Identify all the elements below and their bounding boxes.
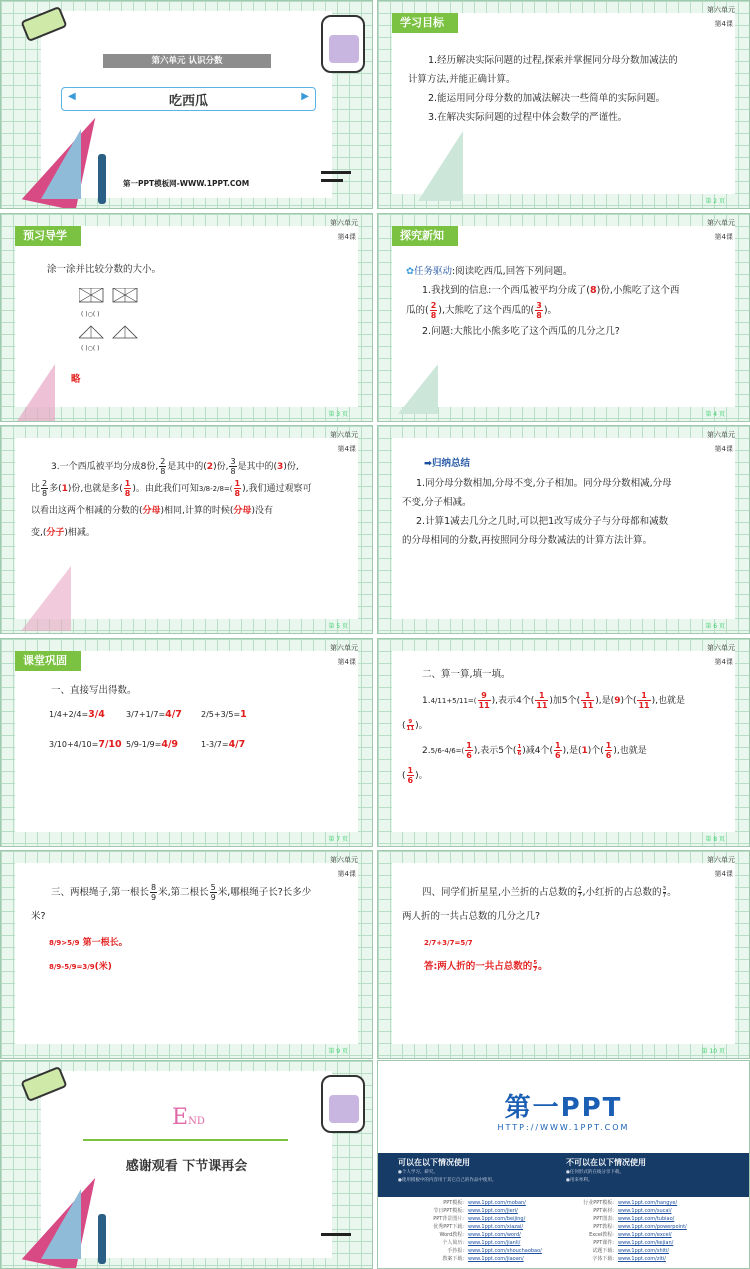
- unit-tag: [707, 218, 735, 242]
- answer-text: 第一根长。: [82, 938, 128, 948]
- answer-fraction: $\frac{1}{6}$: [407, 766, 414, 785]
- dash-line: [321, 1233, 351, 1236]
- page-number: 第 3 页: [328, 411, 348, 418]
- link-label: 试题下载:: [592, 1248, 614, 1254]
- slide-explore-cont[interactable]: [0, 425, 373, 634]
- slide-brand[interactable]: [377, 1060, 750, 1269]
- svg-text:( )○( ): ( )○( ): [81, 311, 100, 318]
- calc-heading: 二、算一算,填一填。: [422, 669, 511, 680]
- lesson-text: 第4课: [714, 445, 733, 453]
- answer-fraction: $\frac{3}{8}$: [536, 301, 542, 320]
- slide-cover[interactable]: [0, 0, 373, 209]
- equation-question: 1/4+2/4=: [49, 710, 89, 719]
- divider: [83, 1139, 288, 1141]
- link-label: PPT图表:: [593, 1216, 614, 1222]
- answer-fraction: $\frac{1}{8}$: [234, 479, 241, 498]
- summary-content: [402, 474, 732, 550]
- answer-fraction: $\frac{1}{6}$: [517, 744, 522, 757]
- links-left: [416, 1199, 566, 1263]
- unit-tag: [707, 855, 735, 879]
- prompt-text: 涂一涂并比较分数的大小。: [47, 264, 162, 275]
- answer-text: 2: [206, 462, 214, 472]
- q1-text: ),大熊吃了这个西瓜的(: [438, 305, 535, 316]
- unit-tag: [707, 5, 735, 29]
- objective-item: 计算方法,并能正确计算。: [408, 74, 516, 85]
- page-number: 第 9 页: [328, 1048, 348, 1055]
- summary-heading: ➡归纳总结: [424, 458, 470, 469]
- task-label: 任务驱动: [413, 266, 452, 277]
- star-question: 四、同学们折星星,小兰折的占总数的 $\frac{2}{7}$ ,小红折的占总数的 $\frac{3}{7}$ 。 两人折的一共占总数的几分之几?: [402, 886, 677, 922]
- unit-text: 第六单元: [707, 6, 735, 14]
- next-arrow-icon[interactable]: ▶: [301, 91, 309, 102]
- link-label: 字体下载:: [592, 1256, 614, 1262]
- slide-card: [15, 226, 358, 407]
- equation-answer: 7/10: [98, 739, 122, 750]
- link-row: [416, 1207, 566, 1215]
- fraction: $\frac{3}{7}$: [662, 886, 667, 899]
- link-label: PPT素材:: [593, 1208, 614, 1214]
- link-row: [416, 1255, 566, 1263]
- link-row: [416, 1239, 566, 1247]
- equation-item: [126, 735, 178, 754]
- equation-item: [126, 705, 182, 724]
- slide-explore[interactable]: [377, 213, 750, 422]
- page-number: 第 7 页: [328, 836, 348, 843]
- equation-answer: 4/9: [161, 739, 179, 750]
- link-url[interactable]: www.1ppt.com/jiaoan/: [468, 1256, 524, 1262]
- link-label: 教案下载:: [442, 1256, 464, 1262]
- summary-item: 2.计算1减去几分之几时,可以把1改写成分子与分母都和减数: [416, 516, 669, 527]
- page-number: 第 6 页: [705, 623, 725, 630]
- dash-line: [321, 179, 343, 182]
- link-url[interactable]: www.1ppt.com/jieri/: [468, 1208, 518, 1214]
- link-row: [566, 1255, 736, 1263]
- lesson-text: 第4课: [714, 658, 733, 666]
- unit-text: (米): [94, 962, 112, 972]
- lesson-title: 吃西瓜: [168, 94, 208, 109]
- fraction: $\frac{2}{8}$: [42, 479, 48, 498]
- answer-fraction: $\frac{1}{6}$: [605, 741, 612, 760]
- section-label: 预习导学: [15, 226, 81, 246]
- title-box: [61, 87, 316, 111]
- link-url[interactable]: www.1ppt.com/excel/: [618, 1232, 672, 1238]
- link-url[interactable]: www.1ppt.com/hangye/: [618, 1200, 678, 1206]
- unit-text: 第六单元: [707, 431, 735, 439]
- link-label: 优秀PPT下载:: [433, 1224, 464, 1230]
- answer-text: 分母: [233, 506, 252, 516]
- link-url[interactable]: www.1ppt.com/word/: [468, 1232, 521, 1238]
- equation-question: 5/9-1/9=: [126, 740, 162, 749]
- summary-item: 1.同分母分数相加,分母不变,分子相加。同分母分数相减,分母: [416, 478, 672, 489]
- fraction: $\frac{2}{8}$: [160, 457, 166, 476]
- calc-content: 1.4/11+5/11=( $\frac{9}{11}$ ),表示4个( $\frac{1}{11}$ )加5个( $\frac{1}{11}$ ),是(9)个( $\frac{1}{11}$ ),也就是 ( $\frac{9}{11}$ )。 2.5/6-4/6=( $\frac{1}{6}$ ),表示5个( $\frac{1}{6}$ )减4个( $\frac{1}{6}$ ),是(1)个( $\frac{1}{6}$ ),也就是 ( $\frac{1}{6}$ )。: [402, 691, 685, 785]
- lesson-text: 第4课: [714, 20, 733, 28]
- page-number: 第 8 页: [705, 836, 725, 843]
- answer-text: 分子: [46, 528, 65, 538]
- unit-text: 第六单元: [330, 219, 358, 227]
- explore-content: [406, 262, 736, 341]
- usage-banner: [378, 1153, 749, 1197]
- dash-line: [321, 171, 351, 174]
- unit-tag: [330, 218, 358, 242]
- unit-text: 第六单元: [330, 856, 358, 864]
- equation-item: [49, 735, 122, 754]
- rope-answer: [49, 931, 128, 979]
- thanks-text: 感谢观看 下节课再会: [125, 1159, 248, 1174]
- link-label: 行业PPT模板:: [583, 1200, 614, 1206]
- link-url[interactable]: www.1ppt.com/powerpoint/: [618, 1224, 687, 1230]
- link-label: 个人简历:: [442, 1240, 464, 1246]
- link-row: [566, 1207, 736, 1215]
- link-url[interactable]: www.1ppt.com/sucai/: [618, 1208, 672, 1214]
- equation-question: 1-3/7=: [201, 740, 229, 749]
- unit-text: 第六单元: [330, 644, 358, 652]
- equation-answer: 1: [240, 709, 247, 720]
- lesson-text: 第4课: [714, 233, 733, 241]
- equation-answer: 3/4: [88, 709, 105, 720]
- slide-rope-problem[interactable]: [0, 850, 373, 1059]
- brand-url[interactable]: HTTP://WWW.1PPT.COM: [497, 1123, 630, 1132]
- objective-item: 2.能运用同分母分数的加减法解决一些简单的实际问题。: [428, 93, 666, 104]
- link-label: 手抄报:: [447, 1248, 464, 1254]
- cannot-use-title: 不可以在以下情况使用: [566, 1158, 646, 1167]
- q1-text: )份,小熊吃了这个西: [596, 285, 680, 296]
- link-label: PPT模板:: [443, 1200, 464, 1206]
- answer-fraction: $\frac{1}{6}$: [555, 741, 561, 760]
- calc-text: 2/7+3/7=5/7: [424, 939, 473, 947]
- equation-item: [201, 735, 245, 754]
- link-label: Excel教程:: [589, 1232, 614, 1238]
- q2-text: 2.问题:大熊比小熊多吃了这个西瓜的几分之几?: [422, 326, 620, 337]
- practice-heading: 一、直接写出得数。: [51, 685, 137, 696]
- unit-text: 第六单元: [330, 431, 358, 439]
- link-row: [566, 1239, 736, 1247]
- fraction: $\frac{2}{7}$: [578, 886, 582, 899]
- star-answer: 2/7+3/7=5/7 答:两人折的一共占总数的 $\frac{5}{7}$ 。: [424, 931, 548, 979]
- section-label: 课堂巩固: [15, 651, 81, 671]
- can-use-title: 可以在以下情况使用: [398, 1158, 470, 1167]
- website-text: 第一PPT模板网-WWW.1PPT.COM: [123, 179, 250, 188]
- objectives-list: [408, 51, 728, 127]
- link-url[interactable]: www.1ppt.com/moban/: [468, 1200, 526, 1206]
- cannot-use-list: ●任何形式的在线分享下载。 ●用来牟利。: [566, 1170, 624, 1183]
- slide-calc-fill[interactable]: [377, 638, 750, 847]
- page-number: 第 4 页: [705, 411, 725, 418]
- ruler-icon: [15, 364, 55, 422]
- backpack-icon: [321, 1075, 365, 1133]
- triangle-icon: [398, 364, 438, 414]
- link-url[interactable]: www.1ppt.com/jianli/: [468, 1240, 521, 1246]
- answer-text: 略: [71, 374, 81, 385]
- answer-fraction: $\frac{1}{11}$: [536, 691, 548, 710]
- equation-question: 2/5+3/5=: [201, 710, 241, 719]
- lesson-text: 第4课: [714, 870, 733, 878]
- section-label: 探究新知: [392, 226, 458, 246]
- fraction-shapes-figure: [79, 288, 149, 358]
- unit-banner: 第六单元 认识分数: [103, 54, 271, 68]
- unit-tag: [330, 430, 358, 454]
- fraction: $\frac{8}{9}$: [151, 883, 157, 902]
- answer-fraction: $\frac{9}{11}$: [478, 691, 490, 710]
- unit-text: 第六单元: [707, 644, 735, 652]
- lesson-text: 第4课: [337, 445, 356, 453]
- answer-text: 8: [589, 285, 597, 296]
- slide-objectives[interactable]: [377, 0, 750, 209]
- slide-summary[interactable]: [377, 425, 750, 634]
- slide-practice[interactable]: [0, 638, 373, 847]
- page-number: 第 2 页: [705, 198, 725, 205]
- link-url[interactable]: www.1ppt.com/kejian/: [618, 1240, 674, 1246]
- answer-fraction: $\frac{5}{7}$: [533, 960, 538, 973]
- link-row: [416, 1199, 566, 1207]
- page-number: 第 10 页: [701, 1048, 725, 1055]
- equation-answer: 4/7: [228, 739, 246, 750]
- fraction: $\frac{5}{9}$: [210, 883, 216, 902]
- answer-fraction: $\frac{1}{11}$: [582, 691, 594, 710]
- can-use-list: ●个人学习、研究。 ●使用模板中的内容用于其它自己的作品中使用。: [398, 1170, 497, 1183]
- triangle-icon: [418, 131, 463, 201]
- answer-text: 1: [61, 484, 68, 494]
- link-row: [566, 1199, 736, 1207]
- link-label: PPT课件:: [593, 1240, 614, 1246]
- section-label: 学习目标: [392, 13, 458, 33]
- link-label: PPT教程:: [593, 1224, 614, 1230]
- comparison-text: 8/9>5/9: [49, 939, 80, 947]
- equation-question: 3/10+4/10=: [49, 740, 99, 749]
- link-label: PPT背景图片:: [433, 1216, 464, 1222]
- gear-icon: ✿: [406, 266, 414, 277]
- unit-text: 第六单元: [707, 219, 735, 227]
- link-label: 节日PPT模板:: [433, 1208, 464, 1214]
- triangle-icon: [41, 1189, 81, 1259]
- answer-text: 分母: [142, 506, 161, 516]
- answer-fraction: $\frac{1}{8}$: [124, 479, 131, 498]
- rope-question: 三、两根绳子,第一根长 $\frac{8}{9}$ 米,第二根长 $\frac{5}{9}$ 米,哪根绳子长?长多少 米?: [31, 883, 312, 922]
- lesson-text: 第4课: [337, 658, 356, 666]
- equation-answer: 4/7: [165, 709, 182, 720]
- lesson-text: 第4课: [337, 870, 356, 878]
- link-row: [566, 1215, 736, 1223]
- link-url[interactable]: www.1ppt.com/xiazai/: [468, 1224, 524, 1230]
- slide-end[interactable]: [0, 1060, 373, 1269]
- link-row: [416, 1223, 566, 1231]
- link-url[interactable]: www.1ppt.com/ziti/: [618, 1256, 666, 1262]
- end-mark: END: [172, 1105, 205, 1130]
- link-label: Word教程:: [439, 1232, 464, 1238]
- answer-fraction: $\frac{2}{8}$: [430, 301, 437, 320]
- ruler-icon: [21, 566, 71, 631]
- link-row: [416, 1231, 566, 1239]
- link-url[interactable]: www.1ppt.com/shouchaobao/: [468, 1248, 542, 1254]
- unit-tag: [707, 643, 735, 667]
- q1-text: 1.我找到的信息:一个西瓜被平均分成了(: [422, 285, 590, 296]
- link-url[interactable]: www.1ppt.com/tubiao/: [618, 1216, 675, 1222]
- link-row: [416, 1215, 566, 1223]
- summary-item: 的分母相同的分数,再按照同分母分数减法的计算方法计算。: [402, 535, 653, 546]
- answer-fraction: $\frac{1}{6}$: [466, 741, 472, 760]
- link-row: [416, 1247, 566, 1255]
- link-row: [566, 1231, 736, 1239]
- equation-question: 3/7+1/7=: [126, 710, 166, 719]
- unit-tag: [707, 430, 735, 454]
- answer-text: 3: [277, 462, 284, 472]
- objective-item: 3.在解决实际问题的过程中体会数学的严谨性。: [428, 112, 628, 123]
- lesson-text: 第4课: [337, 233, 356, 241]
- pencil-icon: [98, 1214, 106, 1264]
- link-url[interactable]: www.1ppt.com/shiti/: [618, 1248, 670, 1254]
- q1-text: 瓜的(: [406, 305, 429, 316]
- slide-star-problem[interactable]: [377, 850, 750, 1059]
- triangle-icon: [41, 129, 81, 199]
- q1-text: )。: [543, 305, 558, 316]
- calc-text: 8/9-5/9=3/9: [49, 963, 95, 971]
- pencil-icon: [98, 154, 106, 204]
- unit-tag: [330, 855, 358, 879]
- svg-text:( )○( ): ( )○( ): [81, 345, 100, 352]
- link-row: [566, 1247, 736, 1255]
- fraction: $\frac{3}{8}$: [230, 457, 236, 476]
- backpack-icon: [321, 15, 365, 73]
- objective-item: 1.经历解决实际问题的过程,探索并掌握同分母分数加减法的: [428, 55, 678, 66]
- link-url[interactable]: www.1ppt.com/beijing/: [468, 1216, 526, 1222]
- task-text: :阅读吃西瓜,回答下列问题。: [451, 266, 573, 277]
- prev-arrow-icon[interactable]: ◀: [68, 91, 76, 102]
- equation-item: [201, 705, 247, 724]
- answer-fraction: $\frac{1}{11}$: [638, 691, 650, 710]
- unit-tag: [330, 643, 358, 667]
- explore-paragraph: 3.一个西瓜被平均分成8份, $\frac{2}{8}$ 是其中的(2)份, $\frac{3}{8}$ 是其中的(3)份, 比 $\frac{2}{8}$ 多(1)份,也就是多( $\frac{1}{8}$ )。由此我们可知3/8-2/8=( $\frac{1}{8}$ ),我们通过观察可 以看出这两个相减的分数的(分母)相同,计算的时候(分母)没有 变,(分子)相减。: [31, 457, 312, 538]
- summary-item: 不变,分子相减。: [402, 497, 472, 508]
- brand-logo: 第一PPT: [504, 1093, 623, 1123]
- links-right: [566, 1199, 736, 1263]
- answer-fraction: $\frac{9}{11}$: [406, 719, 415, 732]
- equation-item: [49, 705, 105, 724]
- link-row: [566, 1223, 736, 1231]
- unit-text: 第六单元: [707, 856, 735, 864]
- expression: 3/8-2/8=(: [198, 485, 233, 493]
- page-number: 第 5 页: [328, 623, 348, 630]
- slide-preview[interactable]: [0, 213, 373, 422]
